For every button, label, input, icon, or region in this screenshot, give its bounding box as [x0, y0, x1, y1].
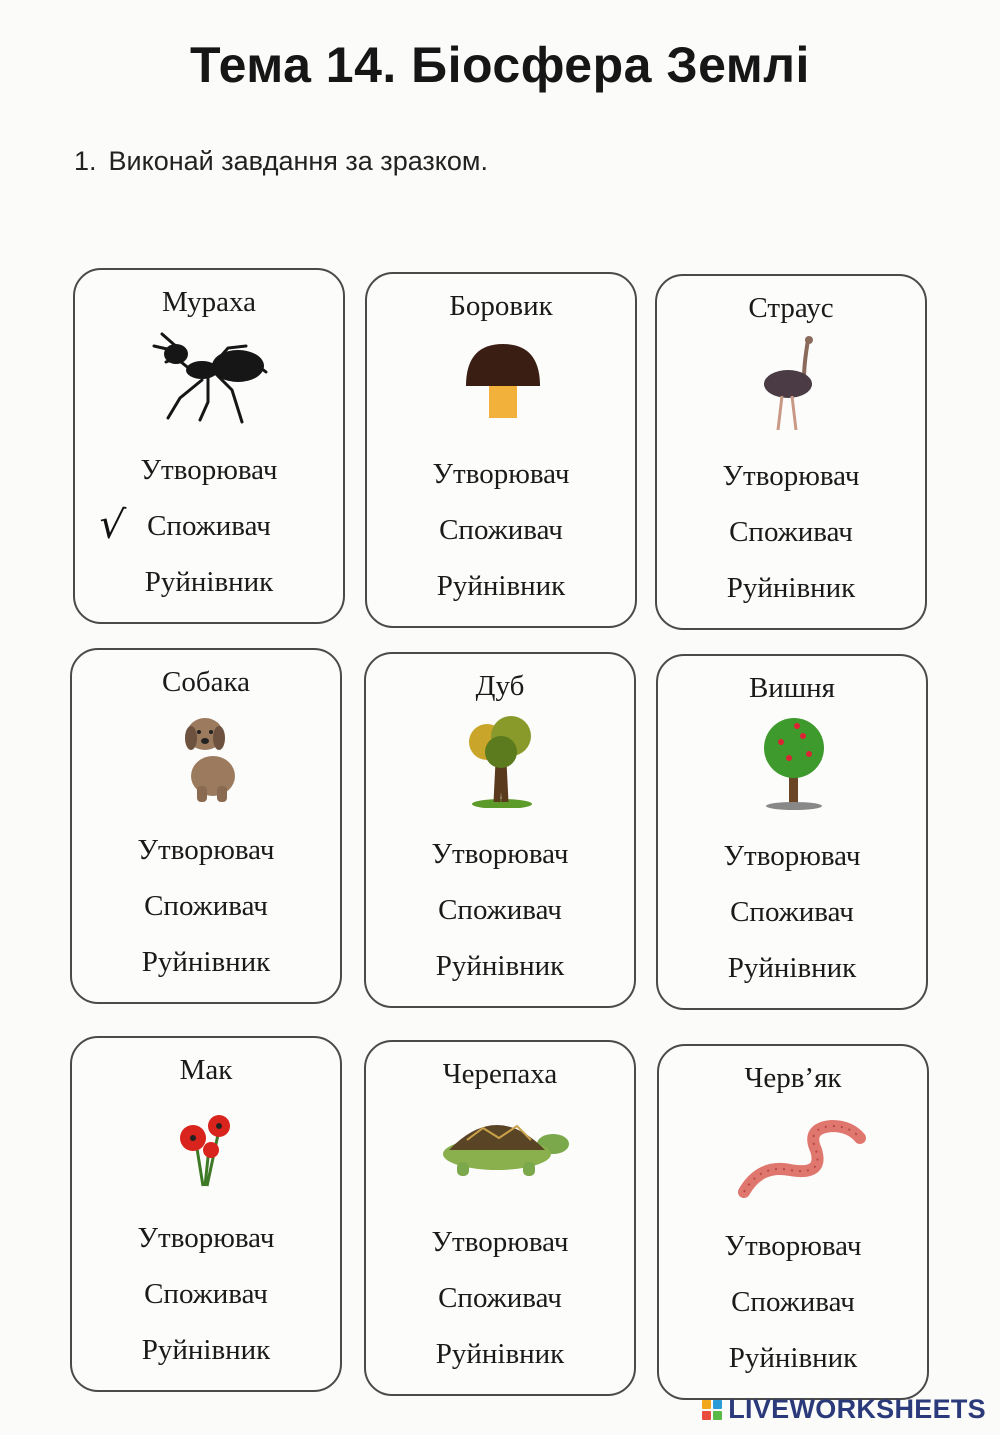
card-title: Собака — [162, 666, 250, 698]
card-worm — [657, 1044, 929, 1400]
card-cherry — [656, 654, 928, 1010]
option-producer[interactable]: Утворювач — [431, 1226, 569, 1258]
option-decomposer[interactable]: Руйнівник — [141, 946, 271, 978]
card-dog — [70, 648, 342, 1004]
option-decomposer[interactable]: Руйнівник — [436, 570, 566, 602]
option-producer[interactable]: Утворювач — [432, 458, 570, 490]
option-producer[interactable]: Утворювач — [431, 838, 569, 870]
card-title: Мак — [179, 1054, 233, 1086]
option-producer[interactable]: Утворювач — [724, 1230, 862, 1262]
logo-square — [702, 1400, 711, 1409]
card-ant — [73, 268, 345, 624]
card-mushroom — [365, 272, 637, 628]
card-title: Черепаха — [442, 1058, 558, 1090]
dog-icon — [133, 708, 283, 804]
task-number: 1. — [74, 146, 97, 176]
turtle-icon — [427, 1100, 577, 1196]
option-consumer[interactable]: Споживач — [144, 1278, 268, 1310]
option-decomposer[interactable]: Руйнівник — [435, 1338, 565, 1370]
logo-square — [713, 1411, 722, 1420]
card-title: Боровик — [449, 290, 553, 322]
card-title: Страус — [748, 292, 834, 324]
option-consumer[interactable]: Споживач — [147, 510, 271, 542]
option-producer[interactable]: Утворювач — [722, 460, 860, 492]
option-consumer[interactable]: Споживач — [729, 516, 853, 548]
option-consumer[interactable]: Споживач — [144, 890, 268, 922]
oak-tree-icon — [427, 712, 577, 808]
option-decomposer[interactable]: Руйнівник — [728, 1342, 858, 1374]
page-title: Тема 14. Біосфера Землі — [190, 37, 810, 93]
brand-text: LIVEWORKSHEETS — [728, 1394, 986, 1424]
poppy-icon — [133, 1096, 283, 1192]
card-ostrich — [655, 274, 927, 630]
option-decomposer[interactable]: Руйнівник — [435, 950, 565, 982]
option-decomposer[interactable]: Руйнівник — [726, 572, 856, 604]
logo-square — [702, 1411, 711, 1420]
card-oak — [364, 652, 636, 1008]
option-decomposer[interactable]: Руйнівник — [727, 952, 857, 984]
option-consumer[interactable]: Споживач — [731, 1286, 855, 1318]
ant-icon — [136, 328, 286, 424]
option-consumer[interactable]: Споживач — [438, 1282, 562, 1314]
card-turtle — [364, 1040, 636, 1396]
option-producer[interactable]: Утворювач — [137, 834, 275, 866]
option-decomposer[interactable]: Руйнівник — [144, 566, 274, 598]
ostrich-icon — [718, 334, 868, 430]
card-title: Мураха — [162, 286, 256, 318]
option-producer[interactable]: Утворювач — [137, 1222, 275, 1254]
task-instruction — [74, 146, 488, 177]
mushroom-icon — [428, 332, 578, 428]
option-decomposer[interactable]: Руйнівник — [141, 1334, 271, 1366]
card-title: Черв’як — [744, 1062, 842, 1094]
option-producer[interactable]: Утворювач — [723, 840, 861, 872]
option-consumer[interactable]: Споживач — [438, 894, 562, 926]
card-title: Дуб — [475, 670, 525, 702]
option-producer[interactable]: Утворювач — [140, 454, 278, 486]
cherry-tree-icon — [719, 714, 869, 810]
liveworksheets-brand — [702, 1394, 986, 1425]
liveworksheets-logo-icon — [702, 1400, 722, 1420]
card-title: Вишня — [748, 672, 836, 704]
option-consumer[interactable]: Споживач — [439, 514, 563, 546]
option-consumer[interactable]: Споживач — [730, 896, 854, 928]
card-poppy — [70, 1036, 342, 1392]
check-mark: √ — [96, 500, 127, 550]
task-text: Виконай завдання за зразком. — [108, 146, 488, 176]
worm-icon — [720, 1104, 870, 1200]
logo-square — [713, 1400, 722, 1409]
